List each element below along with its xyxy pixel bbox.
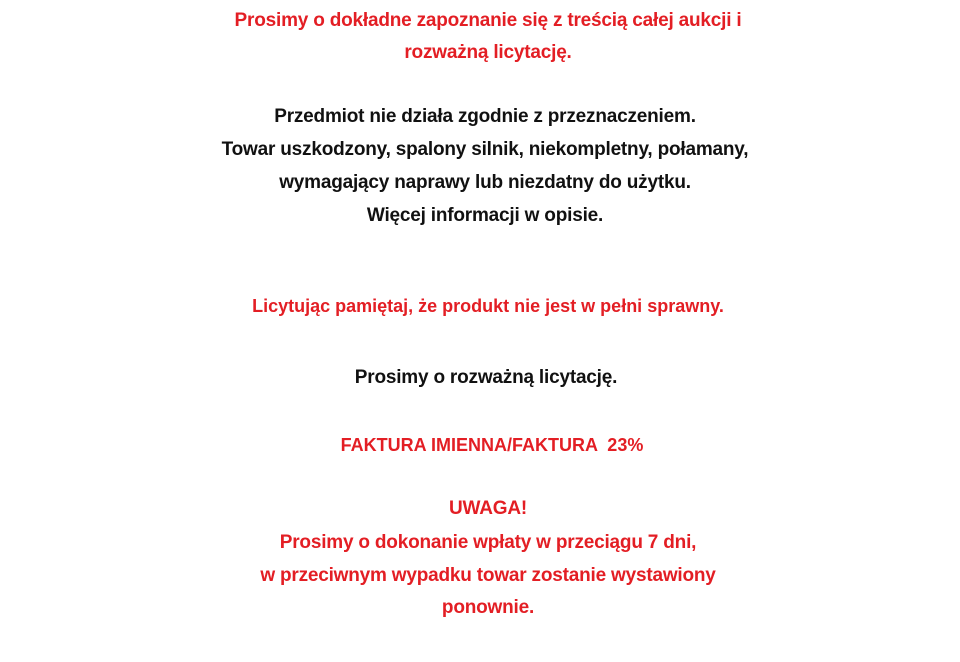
intro-line-1: Prosimy o dokładne zapoznanie się z treścią całej aukcji i	[234, 10, 742, 31]
notice-line-1: Prosimy o dokonanie wpłaty w przeciągu 7 dni,	[279, 532, 697, 553]
notice-line-3: ponownie.	[441, 597, 535, 618]
invoice-line: FAKTURA IMIENNA/FAKTURA 23%	[340, 435, 644, 455]
condition-line-2: Towar uszkodzony, spalony silnik, niekompletny, połamany,	[221, 139, 749, 160]
condition-line-4: Więcej informacji w opisie.	[366, 205, 604, 226]
notice-heading: UWAGA!	[449, 498, 527, 519]
warning-line: Licytując pamiętaj, że produkt nie jest w pełni sprawny.	[252, 296, 724, 316]
intro-line-2: rozważną licytację.	[404, 42, 572, 63]
notice-line-2: w przeciwnym wypadku towar zostanie wystawiony	[260, 565, 716, 586]
condition-line-1: Przedmiot nie działa zgodnie z przeznaczeniem.	[274, 106, 696, 127]
condition-line-3: wymagający naprawy lub niezdatny do użytku.	[279, 172, 691, 193]
request-line: Prosimy o rozważną licytację.	[354, 367, 618, 388]
